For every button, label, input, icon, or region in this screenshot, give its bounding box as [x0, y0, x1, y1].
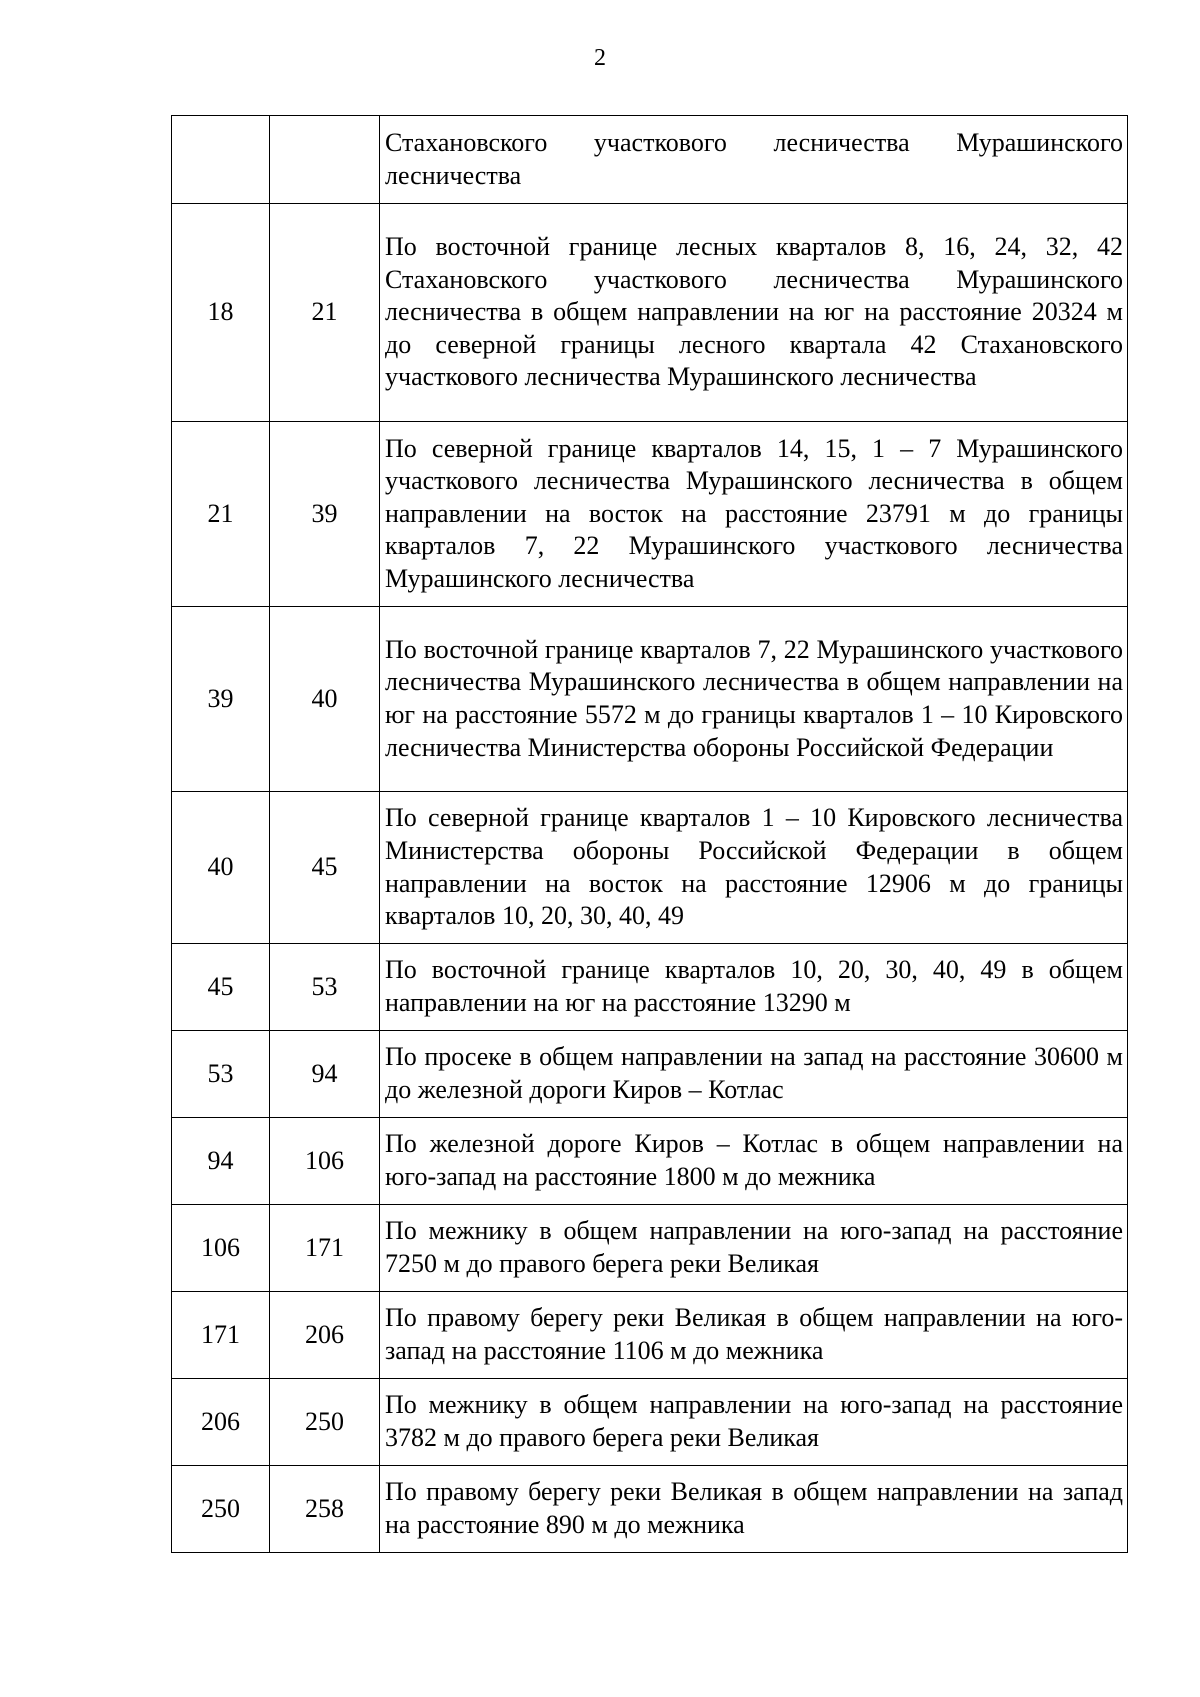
point-from-cell: 45	[172, 944, 270, 1031]
point-to-cell: 106	[270, 1118, 380, 1205]
boundary-description-cell: По межнику в общем направлении на юго-запад на расстояние 7250 м до правого берега реки Великая	[380, 1205, 1128, 1292]
table-row	[172, 792, 1128, 944]
point-from-cell: 206	[172, 1379, 270, 1466]
boundary-description-cell: По северной границе кварталов 1 – 10 Кировского лесничества Министерства обороны Российской Федерации в общем направлении на восток на расстояние 12906 м до границы кварталов 10, 20, 30, 40, 49	[380, 792, 1128, 944]
point-from-cell: 40	[172, 792, 270, 944]
point-from-cell: 106	[172, 1205, 270, 1292]
boundary-description-cell: По правому берегу реки Великая в общем направлении на юго-запад на расстояние 1106 м до межника	[380, 1292, 1128, 1379]
boundary-description-cell: По просеке в общем направлении на запад на расстояние 30600 м до железной дороги Киров – Котлас	[380, 1031, 1128, 1118]
boundary-description-cell: По правому берегу реки Великая в общем направлении на запад на расстояние 890 м до межника	[380, 1466, 1128, 1553]
boundary-description-cell: По межнику в общем направлении на юго-запад на расстояние 3782 м до правого берега реки Великая	[380, 1379, 1128, 1466]
table-row	[172, 944, 1128, 1031]
boundary-description-table	[171, 115, 1128, 1553]
point-from-cell: 39	[172, 607, 270, 792]
point-from-cell: 94	[172, 1118, 270, 1205]
boundary-description-cell: По восточной границе кварталов 10, 20, 30, 40, 49 в общем направлении на юг на расстояние 13290 м	[380, 944, 1128, 1031]
point-to-cell: 21	[270, 204, 380, 422]
point-from-cell	[172, 116, 270, 204]
point-from-cell: 171	[172, 1292, 270, 1379]
point-to-cell: 171	[270, 1205, 380, 1292]
table-row	[172, 1379, 1128, 1466]
point-from-cell: 53	[172, 1031, 270, 1118]
boundary-description-cell: По восточной границе кварталов 7, 22 Мурашинского участкового лесничества Мурашинского лесничества в общем направлении на юг на расстояние 5572 м до границы кварталов 1 – 10 Кировского лесничества Министерства обороны Российской Федерации	[380, 607, 1128, 792]
boundary-description-cell: По северной границе кварталов 14, 15, 1 – 7 Мурашинского участкового лесничества Мурашинского лесничества в общем направлении на восток на расстояние 23791 м до границы кварталов 7, 22 Мурашинского участкового лесничества Мурашинского лесничества	[380, 422, 1128, 607]
table-row	[172, 422, 1128, 607]
boundary-description-cell: По железной дороге Киров – Котлас в общем направлении на юго-запад на расстояние 1800 м до межника	[380, 1118, 1128, 1205]
table-row	[172, 1118, 1128, 1205]
table-row	[172, 1292, 1128, 1379]
point-to-cell: 45	[270, 792, 380, 944]
table-row	[172, 116, 1128, 204]
point-to-cell: 94	[270, 1031, 380, 1118]
point-from-cell: 250	[172, 1466, 270, 1553]
point-to-cell: 258	[270, 1466, 380, 1553]
point-to-cell: 206	[270, 1292, 380, 1379]
point-to-cell: 40	[270, 607, 380, 792]
boundary-description-cell: По восточной границе лесных кварталов 8, 16, 24, 32, 42 Стахановского участкового лесничества Мурашинского лесничества в общем направлении на юг на расстояние 20324 м до северной границы лесного квартала 42 Стахановского участкового лесничества Мурашинского лесничества	[380, 204, 1128, 422]
table-row	[172, 1205, 1128, 1292]
point-to-cell: 39	[270, 422, 380, 607]
page-number: 2	[594, 45, 606, 71]
point-from-cell: 18	[172, 204, 270, 422]
table-row	[172, 204, 1128, 422]
table-row	[172, 1031, 1128, 1118]
point-to-cell: 250	[270, 1379, 380, 1466]
point-from-cell: 21	[172, 422, 270, 607]
point-to-cell: 53	[270, 944, 380, 1031]
boundary-description-cell: Стахановского участкового лесничества Мурашинского лесничества	[380, 116, 1128, 204]
point-to-cell	[270, 116, 380, 204]
table-row	[172, 1466, 1128, 1553]
table-row	[172, 607, 1128, 792]
